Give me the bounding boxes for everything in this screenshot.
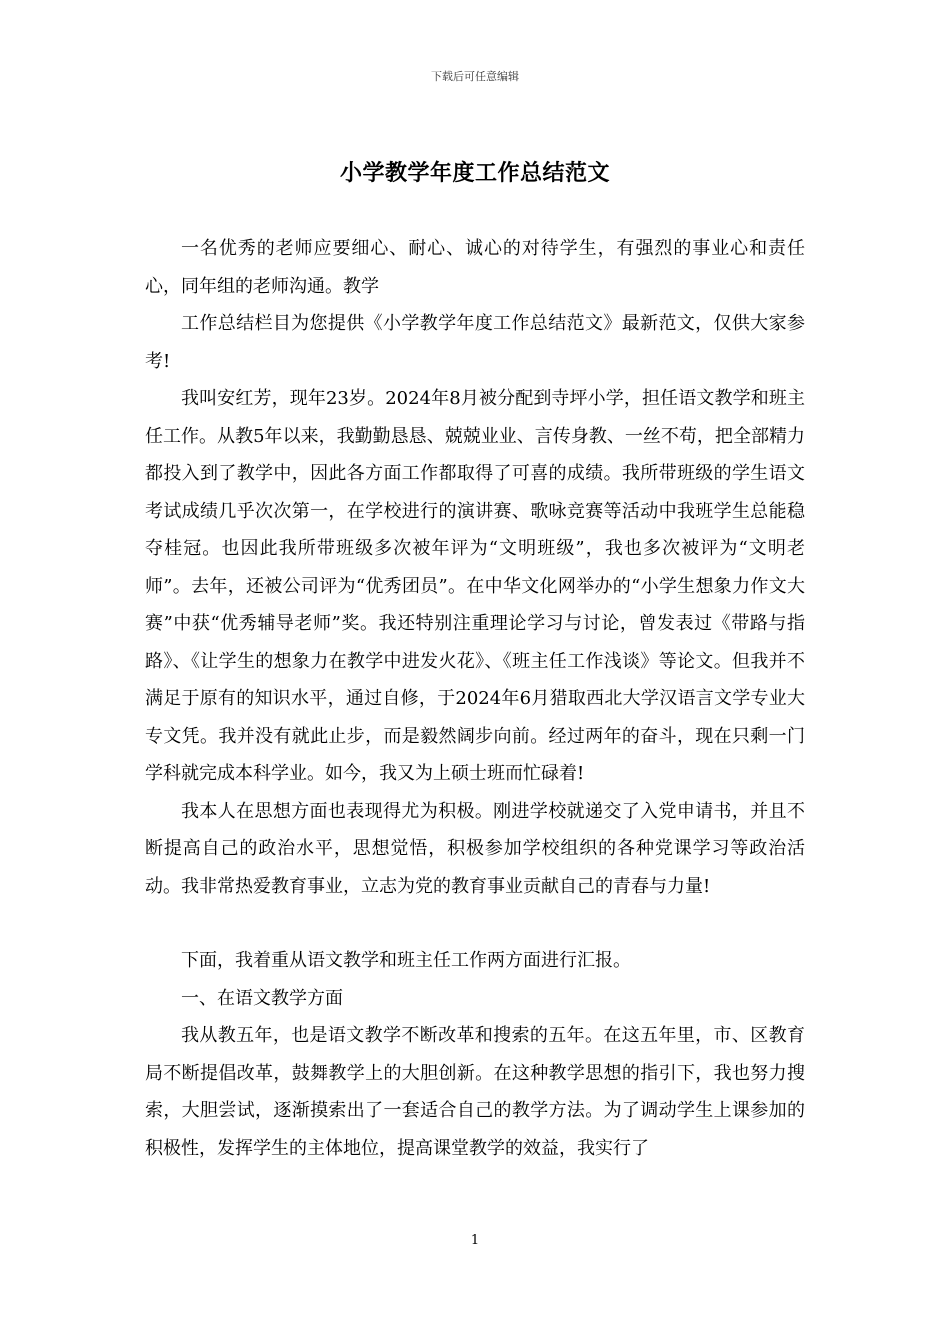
paragraph-self-introduction: 我叫安红芳，现年23岁。2024年8月被分配到寺坪小学，担任语文教学和班主任工作。从教5年以来，我勤勤恳恳、兢兢业业、言传身教、一丝不苟，把全部精力都投入到了教学中，因此各方面工作都取得了可喜的成绩。我所带班级的学生语文考试成绩几乎次次第一，在学校进行的演讲赛、歌咏竞赛等活动中我班学生总能稳夺桂冠。也因此我所带班级多次被年评为“文明班级”，我也多次被评为“文明老师”。去年，还被公司评为“优秀团员”。在中华文化网举办的“小学生想象力作文大赛”中获“优秀辅导老师”奖。我还特别注重理论学习与讨论，曾发表过《带路与指路》、《让学生的想象力在教学中进发火花》、《班主任工作浅谈》等论文。但我并不满足于原有的知识水平，通过自修，于2024年6月猎取西北大学汉语言文学专业大专文凭。我并没有就此止步，而是毅然阔步向前。经过两年的奋斗，现在只剩一门学科就完成本科学业。如今，我又为上硕士班而忙碌着! bbox=[145, 388, 805, 784]
paragraph-column-note: 工作总结栏目为您提供《小学教学年度工作总结范文》最新范文，仅供大家参考! bbox=[145, 313, 805, 372]
section-heading-chinese-teaching: 一、在语文教学方面 bbox=[181, 987, 343, 1009]
document-title: 小学教学年度工作总结范文 bbox=[339, 161, 610, 186]
paragraph-intro: 一名优秀的老师应要细心、耐心、诚心的对待学生，有强烈的事业心和责任心，同年组的老师沟通。教学 bbox=[145, 238, 805, 297]
paragraph-teaching-reform: 我从教五年，也是语文教学不断改革和搜索的五年。在这五年里，市、区教育局不断提倡改革，鼓舞教学上的大胆创新。在这种教学思想的指引下，我也努力搜索，大胆尝试，逐渐摸索出了一套适合自己的教学方法。为了调动学生上课参加的积极性，发挥学生的主体地位，提高课堂教学的效益，我实行了 bbox=[145, 1025, 805, 1159]
paragraph-ideology: 我本人在思想方面也表现得尤为积极。刚进学校就递交了入党申请书，并且不断提高自己的政治水平，思想觉悟，积极参加学校组织的各种党课学习等政治活动。我非常热爱教育事业，立志为党的教育事业贡献自己的青春与力量! bbox=[145, 800, 805, 897]
document-body bbox=[145, 230, 805, 1167]
paragraph-report-intro: 下面，我着重从语文教学和班主任工作两方面进行汇报。 bbox=[181, 950, 631, 971]
page-number: 1 bbox=[470, 1233, 480, 1248]
download-note: 下载后可任意编辑 bbox=[431, 70, 519, 83]
